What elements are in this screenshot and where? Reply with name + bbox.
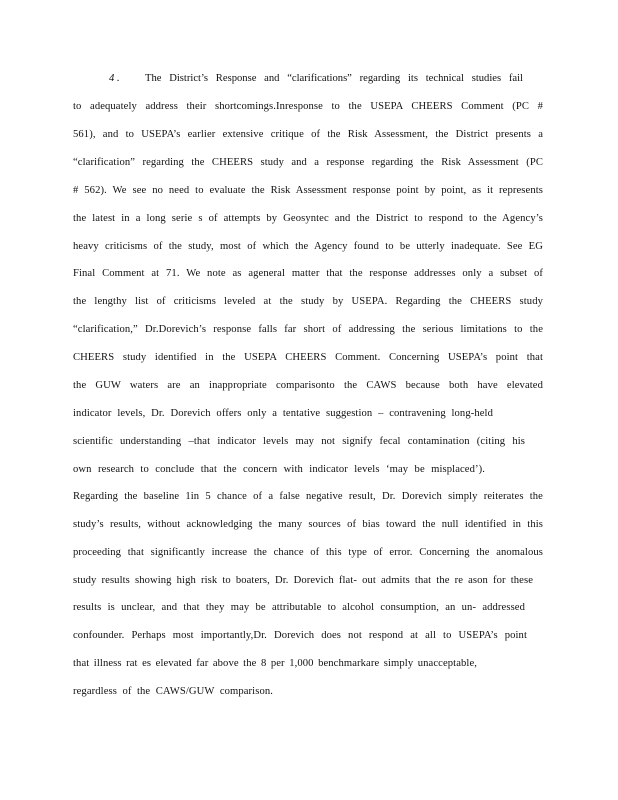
- text-line: to adequately address their shortcomings.Inresponse to the USEPA CHEERS Comment (PC #: [73, 101, 543, 112]
- text-line: proceeding that significantly increase the chance of this type of error. Concerning the anomalous: [73, 547, 543, 558]
- text-line: the GUW waters are an inappropriate comparisonto the CAWS because both have elevated: [73, 380, 543, 391]
- text-line: study results showing high risk to boaters, Dr. Dorevich flat- out admits that the re ason for these: [73, 575, 533, 586]
- text-line: the latest in a long serie s of attempts by Geosyntec and the District to respond to the Agency’s: [73, 213, 543, 224]
- text-line: confounder. Perhaps most importantly,Dr. Dorevich does not respond at all to USEPA’s point: [73, 630, 527, 641]
- text-line: regardless of the CAWS/GUW comparison.: [73, 686, 273, 697]
- text-line: CHEERS study identified in the USEPA CHEERS Comment. Concerning USEPA’s point that: [73, 352, 543, 363]
- text-line: indicator levels, Dr. Dorevich offers only a tentative suggestion – contravening long-held: [73, 408, 493, 419]
- text-line: scientific understanding –that indicator levels may not signify fecal contamination (citing his: [73, 436, 525, 447]
- text-line: Regarding the baseline 1in 5 chance of a false negative result, Dr. Dorevich simply reiterates the: [73, 491, 543, 502]
- paragraph-number: 4 .: [109, 73, 120, 84]
- text-line: that illness rat es elevated far above the 8 per 1,000 benchmarkare simply unacceptable,: [73, 658, 477, 669]
- text-line: results is unclear, and that they may be attributable to alcohol consumption, an un- addressed: [73, 602, 525, 613]
- text-line: “clarification” regarding the CHEERS study and a response regarding the Risk Assessment (PC: [73, 157, 543, 168]
- text-line: # 562). We see no need to evaluate the Risk Assessment response point by point, as it represents: [73, 185, 543, 196]
- text-line: heavy criticisms of the study, most of which the Agency found to be utterly inadequate. See EG: [73, 241, 543, 252]
- text-line: own research to conclude that the concern with indicator levels ‘may be misplaced’).: [73, 464, 485, 475]
- text-line: The District’s Response and “clarifications” regarding its technical studies fail: [145, 73, 523, 84]
- text-line: study’s results, without acknowledging the many sources of bias toward the null identified in this: [73, 519, 543, 530]
- text-line: “clarification,” Dr.Dorevich’s response falls far short of addressing the serious limitations to the: [73, 324, 543, 335]
- text-line: Final Comment at 71. We note as ageneral matter that the response addresses only a subset of: [73, 268, 543, 279]
- text-line: 561), and to USEPA’s earlier extensive critique of the Risk Assessment, the District presents a: [73, 129, 543, 140]
- text-line: the lengthy list of criticisms leveled at the study by USEPA. Regarding the CHEERS study: [73, 296, 543, 307]
